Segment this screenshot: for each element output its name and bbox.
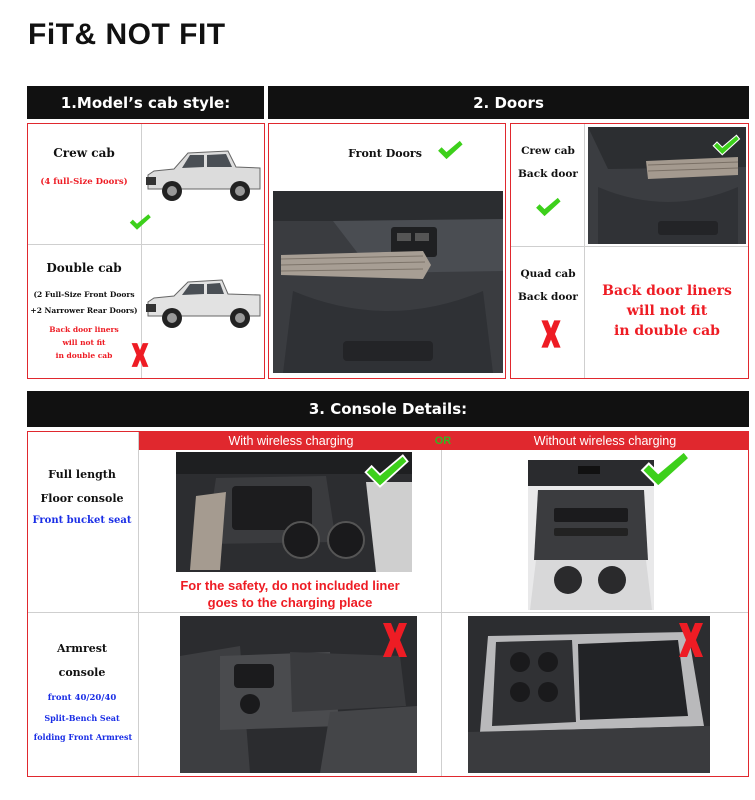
not-fit-line1: Back door liners xyxy=(602,283,732,299)
crew-back-door-line1: Crew cab xyxy=(521,145,575,157)
not-fit-line3: in double cab xyxy=(614,323,720,339)
section3-col-divider-2 xyxy=(441,450,442,776)
double-cab-note3: in double cab xyxy=(55,351,113,360)
page-title: FiT& NOT FIT xyxy=(28,18,226,51)
front-doors-label: Front Doors xyxy=(348,147,422,160)
safety-line2: goes to the charging place xyxy=(207,595,373,610)
section1-header: 1.Model’s cab style: xyxy=(27,86,264,119)
full-length-line2: Floor console xyxy=(40,492,124,505)
armrest-line4: Split-Bench Seat xyxy=(44,713,120,723)
crew-back-door-photo-check-icon xyxy=(711,133,741,157)
double-cab-line2: +2 Narrower Rear Doors) xyxy=(30,306,138,315)
section3-col-divider xyxy=(138,432,139,776)
armrest-line2: console xyxy=(58,666,106,679)
not-fit-line2: will not fit xyxy=(626,303,708,319)
armrest-line1: Armrest xyxy=(56,642,108,655)
section1-col-divider xyxy=(141,124,142,378)
crew-cab-truck-image xyxy=(144,133,262,209)
full-length-line3: Front bucket seat xyxy=(32,515,132,526)
double-cab-line1: (2 Full-Size Front Doors xyxy=(33,290,135,299)
double-cab-x-icon xyxy=(129,341,151,369)
crew-back-door-line2: Back door xyxy=(518,168,578,180)
quad-back-door-line1: Quad cab xyxy=(520,268,576,280)
quad-back-door-line2: Back door xyxy=(518,291,578,303)
crew-back-door-check-icon xyxy=(534,196,562,218)
double-cab-note2: will not fit xyxy=(62,338,106,347)
front-door-liner-image xyxy=(273,191,503,373)
armrest-line5: folding Front Armrest xyxy=(33,732,133,742)
armrest-1-x-icon xyxy=(380,617,410,663)
without-wireless-label: Without wireless charging xyxy=(533,434,677,448)
armrest-2-x-icon xyxy=(676,617,706,663)
non-wireless-check-icon xyxy=(638,448,692,490)
safety-line1: For the safety, do not included liner xyxy=(180,578,400,593)
front-doors-check-icon xyxy=(436,139,464,161)
crew-cab-sub: (4 full-Size Doors) xyxy=(40,177,128,187)
non-wireless-console-image xyxy=(528,460,654,610)
section1-divider xyxy=(28,244,264,245)
crew-cab-check-icon xyxy=(128,212,152,232)
section3-header: 3. Console Details: xyxy=(27,391,749,427)
double-cab-label: Double cab xyxy=(46,261,122,275)
double-cab-note1: Back door liners xyxy=(49,325,119,334)
double-cab-truck-image xyxy=(144,260,262,334)
wireless-console-check-icon xyxy=(362,452,410,490)
or-label: OR xyxy=(434,435,452,447)
crew-cab-label: Crew cab xyxy=(53,146,115,160)
back-doors-divider xyxy=(511,246,748,247)
armrest-console-image-2 xyxy=(468,616,710,773)
armrest-line3: front 40/20/40 xyxy=(47,693,117,703)
with-wireless-label: With wireless charging xyxy=(228,434,354,448)
back-doors-col-divider xyxy=(584,124,585,378)
section3-row-divider xyxy=(28,612,748,613)
quad-back-door-x-icon xyxy=(539,318,563,350)
section2-header: 2. Doors xyxy=(268,86,749,119)
full-length-line1: Full length xyxy=(48,468,116,481)
